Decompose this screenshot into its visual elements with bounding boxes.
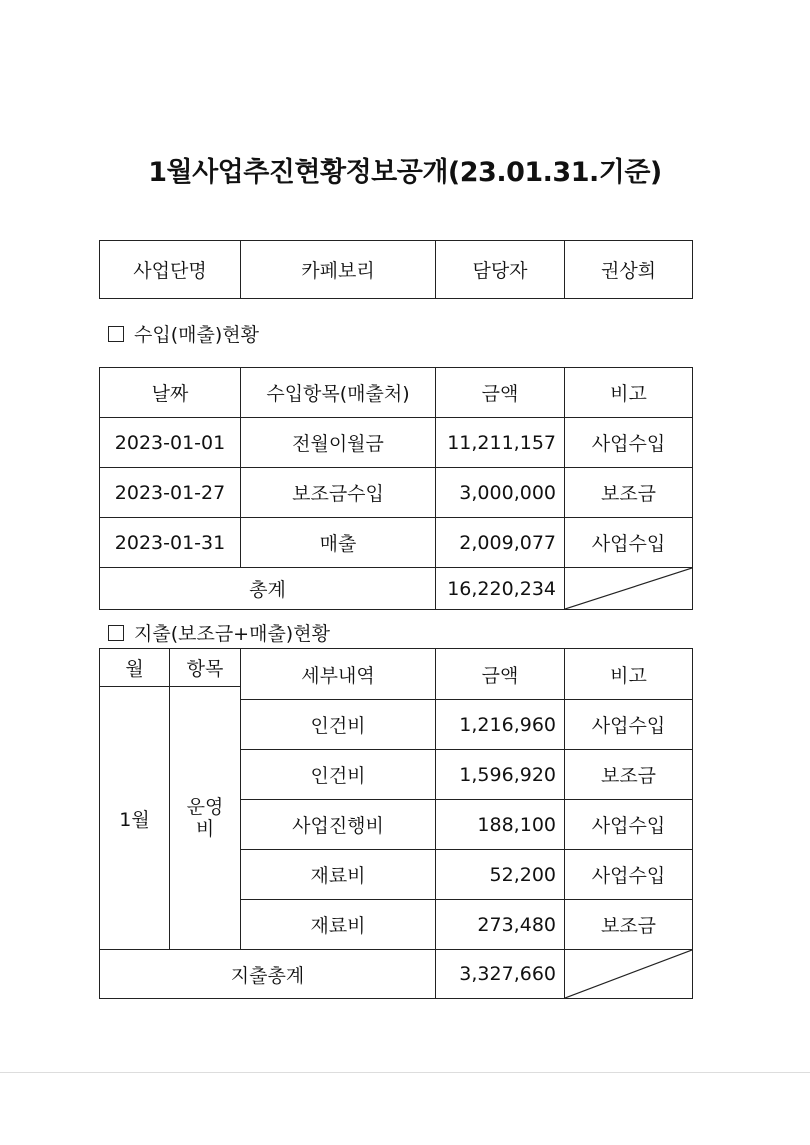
income-header-date: 날짜	[100, 368, 241, 418]
expense-header-detail: 세부내역	[241, 649, 436, 700]
expense-note: 사업수입	[565, 700, 693, 750]
income-section-title	[108, 320, 259, 347]
table-row	[100, 418, 693, 468]
diagonal-slash-cell	[565, 950, 693, 999]
diagonal-slash-cell	[565, 568, 693, 610]
expense-amount: 1,596,920	[436, 750, 565, 800]
expense-amount: 52,200	[436, 850, 565, 900]
income-total-label: 총계	[100, 568, 436, 610]
income-total-row	[100, 568, 693, 610]
expense-amount: 1,216,960	[436, 700, 565, 750]
expense-section-title	[108, 619, 330, 646]
income-amount: 11,211,157	[436, 418, 565, 468]
expense-detail: 재료비	[241, 850, 436, 900]
income-item: 보조금수입	[241, 468, 436, 518]
table-row	[100, 468, 693, 518]
expense-detail: 재료비	[241, 900, 436, 950]
expense-total-amount: 3,327,660	[436, 950, 565, 999]
expense-month: 1월	[100, 687, 170, 950]
income-date: 2023-01-31	[100, 518, 241, 568]
page-title: 1월사업추진현황정보공개(23.01.31.기준)	[148, 157, 662, 188]
income-note: 사업수입	[565, 518, 693, 568]
expense-section-label: 지출(보조금+매출)현황	[134, 623, 330, 645]
expense-detail: 인건비	[241, 700, 436, 750]
expense-note: 사업수입	[565, 850, 693, 900]
income-note: 사업수입	[565, 418, 693, 468]
income-date: 2023-01-27	[100, 468, 241, 518]
expense-header-note: 비고	[565, 649, 693, 700]
info-table	[99, 240, 693, 299]
checkbox-square-icon	[108, 326, 124, 342]
expense-note: 보조금	[565, 750, 693, 800]
income-table	[99, 367, 693, 610]
income-section-label: 수입(매출)현황	[134, 324, 259, 346]
table-row	[100, 518, 693, 568]
expense-total-row	[100, 950, 693, 999]
income-total-amount: 16,220,234	[436, 568, 565, 610]
expense-header-category: 항목	[170, 649, 241, 687]
expense-table	[99, 648, 693, 999]
label-manager: 담당자	[436, 241, 565, 299]
income-item: 매출	[241, 518, 436, 568]
checkbox-square-icon	[108, 625, 124, 641]
income-amount: 3,000,000	[436, 468, 565, 518]
expense-header-amount: 금액	[436, 649, 565, 700]
scan-edge-line	[0, 1072, 810, 1073]
expense-amount: 273,480	[436, 900, 565, 950]
income-header-item: 수입항목(매출처)	[241, 368, 436, 418]
income-date: 2023-01-01	[100, 418, 241, 468]
business-name: 카페보리	[241, 241, 436, 299]
expense-header-month: 월	[100, 649, 170, 687]
expense-category-label: 운영비	[186, 796, 224, 840]
expense-detail: 사업진행비	[241, 800, 436, 850]
manager-name: 권상희	[565, 241, 693, 299]
income-amount: 2,009,077	[436, 518, 565, 568]
income-item: 전월이월금	[241, 418, 436, 468]
expense-note: 보조금	[565, 900, 693, 950]
expense-note: 사업수입	[565, 800, 693, 850]
income-note: 보조금	[565, 468, 693, 518]
income-header-row	[100, 368, 693, 418]
income-header-note: 비고	[565, 368, 693, 418]
expense-total-label: 지출총계	[100, 950, 436, 999]
expense-header-row-top	[100, 649, 693, 687]
expense-detail: 인건비	[241, 750, 436, 800]
expense-category	[170, 687, 241, 950]
label-business: 사업단명	[100, 241, 241, 299]
expense-amount: 188,100	[436, 800, 565, 850]
income-header-amount: 금액	[436, 368, 565, 418]
